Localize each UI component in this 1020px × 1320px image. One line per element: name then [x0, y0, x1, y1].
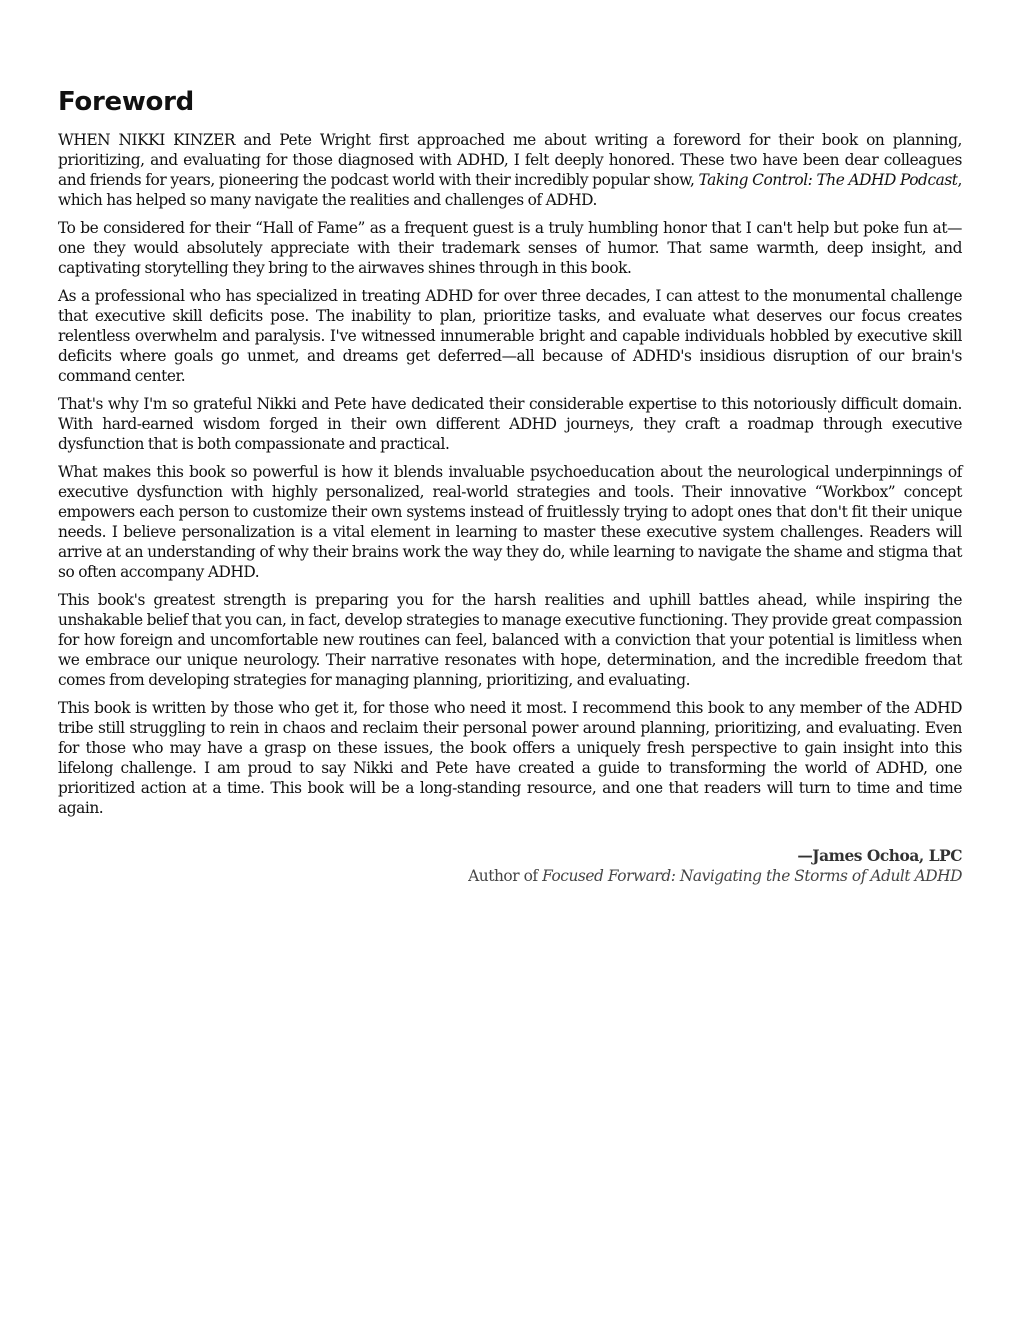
- podcast-title: Taking Control: The ADHD Podcast: [698, 171, 958, 189]
- author-name: —James Ochoa, LPC: [797, 847, 962, 865]
- paragraph-3: As a professional who has specialized in treating ADHD for over three decades, I can attest to the monumental challenge that executive skill deficits pose. The inability to plan, prioritize tasks, and evaluate what deserves our focus creates relentless overwhelm and paralysis. I've witnessed innumerable bright and capable individuals hobbled by executive skill deficits where goals go unmet, and dreams get deferred—all because of ADHD's insidious disruption of our brain's command center.: [58, 287, 962, 385]
- author-credit: [58, 866, 962, 886]
- paragraph-5: What makes this book so powerful is how it blends invaluable psychoeducation about the neurological underpinnings of executive dysfunction with highly personalized, real-world strategies and tools. Their innovative “Workbox” concept empowers each person to customize their own systems instead of fruitlessly trying to adopt ones that don't fit their unique needs. I believe personalization is a vital element in learning to master these executive system challenges. Readers will arrive at an understanding of why their brains work the way they do, while learning to navigate the shame and stigma that so often accompany ADHD.: [58, 463, 962, 581]
- paragraph-1-text-a: WHEN NIKKI KINZER and Pete Wright first approached me about writing a foreword for their book on planning, prioritizing, and evaluating for those diagnosed with ADHD, I felt deeply honored. These two have been dear colleagues and friends for years, pioneering the podcast world with their incredibly popular show,: [58, 131, 962, 189]
- paragraph-7: This book is written by those who get it, for those who need it most. I recommend this book to any member of the ADHD tribe still struggling to rein in chaos and reclaim their personal power around planning, prioritizing, and evaluating. Even for those who may have a grasp on these issues, the book offers a uniquely fresh perspective to gain insight into this lifelong challenge. I am proud to say Nikki and Pete have created a guide to transforming the world of ADHD, one prioritized action at a time. This book will be a long-standing resource, and one that readers will turn to time and time again.: [58, 699, 962, 817]
- author-credit-prefix: Author of: [468, 867, 543, 885]
- paragraph-1-text-b: , which has helped so many navigate the realities and challenges of ADHD.: [58, 171, 962, 209]
- author-book-title: Focused Forward: Navigating the Storms of Adult ADHD: [542, 867, 962, 885]
- paragraph-4: That's why I'm so grateful Nikki and Pete have dedicated their considerable expertise to this notoriously difficult domain. With hard-earned wisdom forged in their own different ADHD journeys, they craft a roadmap through executive dysfunction that is both compassionate and practical.: [58, 395, 962, 453]
- paragraph-1: [58, 130, 962, 210]
- paragraph-6: This book's greatest strength is preparing you for the harsh realities and uphill battles ahead, while inspiring the unshakable belief that you can, in fact, develop strategies to manage executive functioning. They provide great compassion for how foreign and uncomfortable new routines can feel, balanced with a conviction that your potential is limitless when we embrace our unique neurology. Their narrative resonates with hope, determination, and the incredible freedom that comes from developing strategies for managing planning, prioritizing, and evaluating.: [58, 591, 962, 689]
- paragraph-2: To be considered for their “Hall of Fame” as a frequent guest is a truly humbling honor that I can't help but poke fun at—one they would absolutely appreciate with their trademark senses of humor. That same warmth, deep insight, and captivating storytelling they bring to the airwaves shines through in this book.: [58, 219, 962, 277]
- page-title: Foreword: [58, 87, 194, 117]
- signature-block: [58, 846, 962, 886]
- foreword-page: [58, 84, 962, 886]
